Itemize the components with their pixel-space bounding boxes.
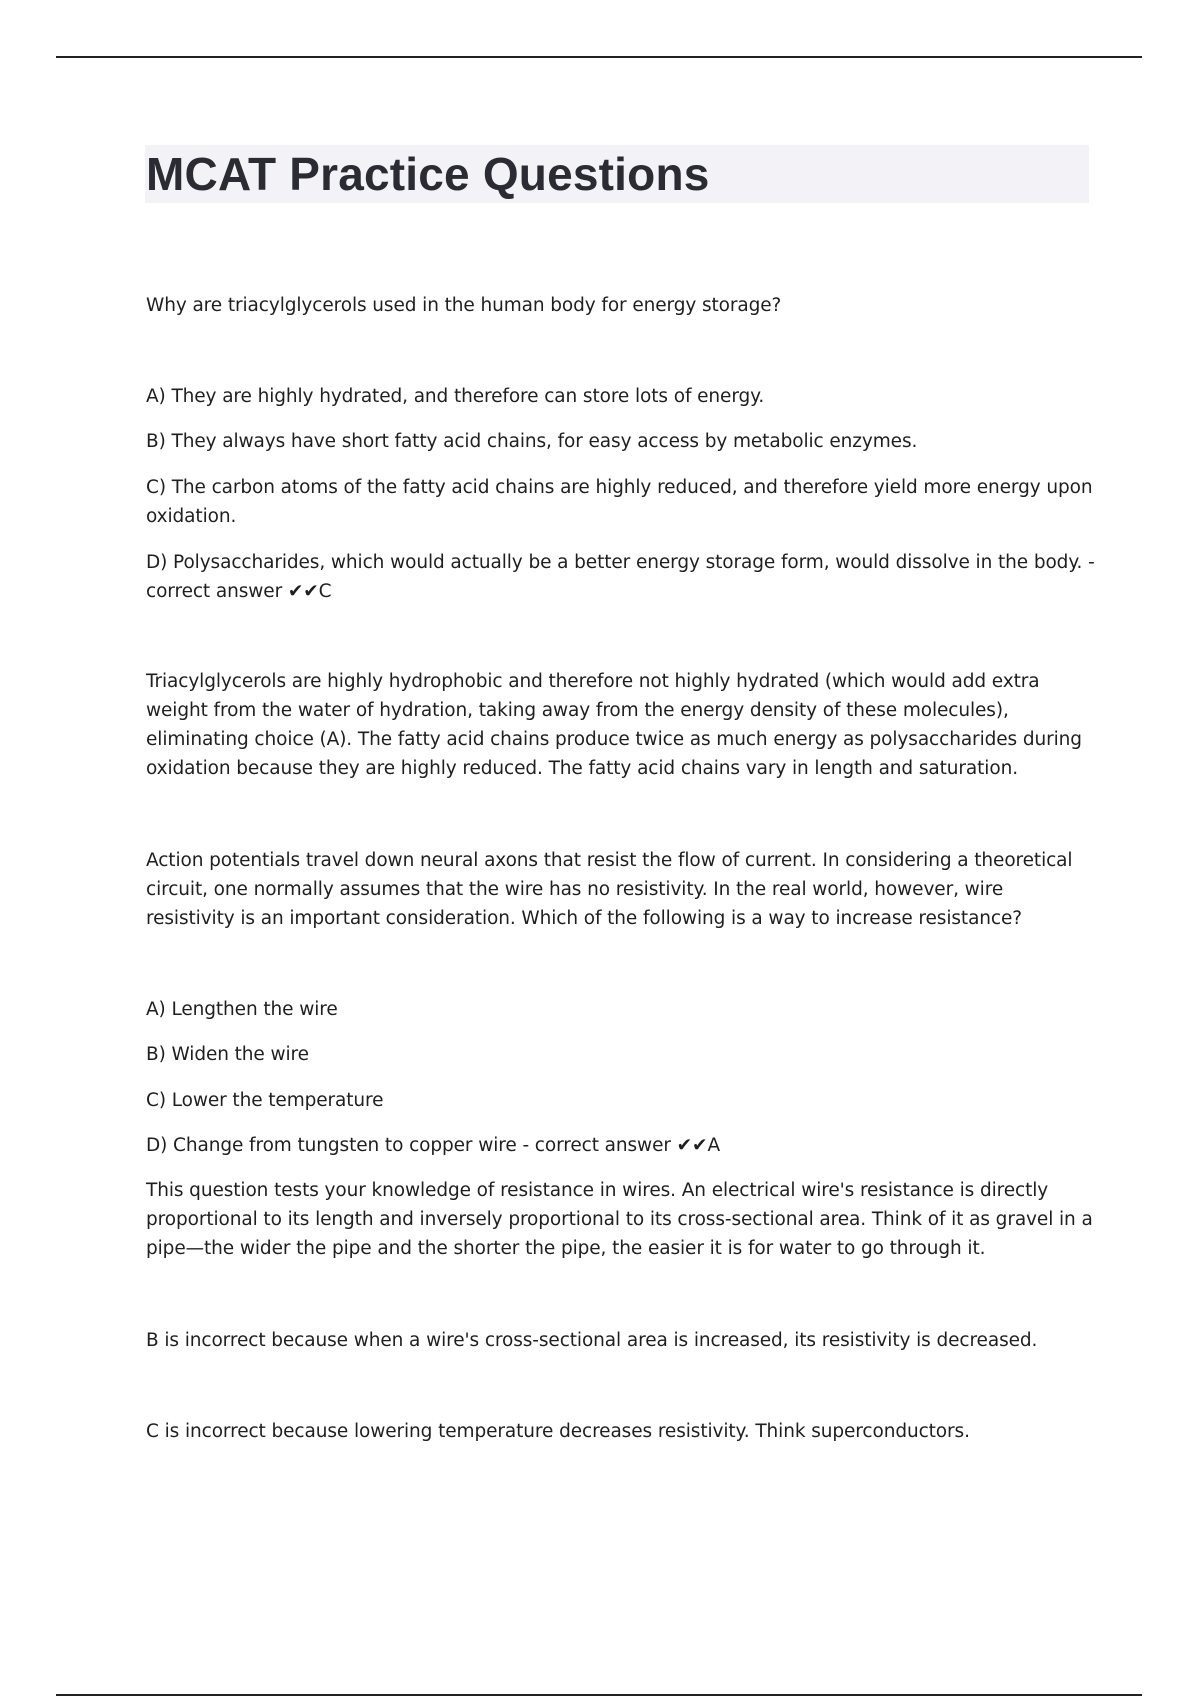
q1-option-c: C) The carbon atoms of the fatty acid chains are highly reduced, and therefore yield more energy upon oxidation. (146, 477, 1093, 527)
q1-option-d-answer: D) Polysaccharides, which would actually be a better energy storage form, would dissolve in the body. - correct answer ✔✔C (146, 552, 1095, 602)
q2-option-b: B) Widen the wire (146, 1044, 309, 1065)
q1-option-a: A) They are highly hydrated, and therefore can store lots of energy. (146, 386, 765, 407)
bottom-rule (56, 1694, 1142, 1696)
q2-explanation: This question tests your knowledge of resistance in wires. An electrical wire's resistance is directly proportional to its length and inversely proportional to its cross-sectional area. Think of it as gravel in a pipe—the wider the pipe and the shorter the pipe, the easier it is for water to go through it. (146, 1180, 1093, 1259)
q2-option-d-answer: D) Change from tungsten to copper wire - correct answer ✔✔A (146, 1135, 721, 1156)
q1-option-b: B) They always have short fatty acid chains, for easy access by metabolic enzymes. (146, 431, 918, 452)
q2-option-c: C) Lower the temperature (146, 1090, 384, 1111)
page-title: MCAT Practice Questions (146, 148, 710, 200)
q1-explanation: Triacylglycerols are highly hydrophobic and therefore not highly hydrated (which would add extra weight from the water of hydration, taking away from the energy density of these molecules), eliminating choice (A). The fatty acid chains produce twice as much energy as polysaccharides during oxidation because they are highly reduced. The fatty acid chains vary in length and saturation. (146, 671, 1082, 779)
q2-note-c: C is incorrect because lowering temperature decreases resistivity. Think superconductors. (146, 1421, 970, 1442)
question-1-text: Why are triacylglycerols used in the human body for energy storage? (146, 295, 782, 316)
top-rule (56, 56, 1142, 58)
q2-note-b: B is incorrect because when a wire's cross-sectional area is increased, its resistivity is decreased. (146, 1330, 1038, 1351)
question-2-text: Action potentials travel down neural axons that resist the flow of current. In considering a theoretical circuit, one normally assumes that the wire has no resistivity. In the real world, however, wire resistivity is an important consideration. Which of the following is a way to increase resistance? (146, 850, 1073, 929)
q2-option-a: A) Lengthen the wire (146, 999, 338, 1020)
